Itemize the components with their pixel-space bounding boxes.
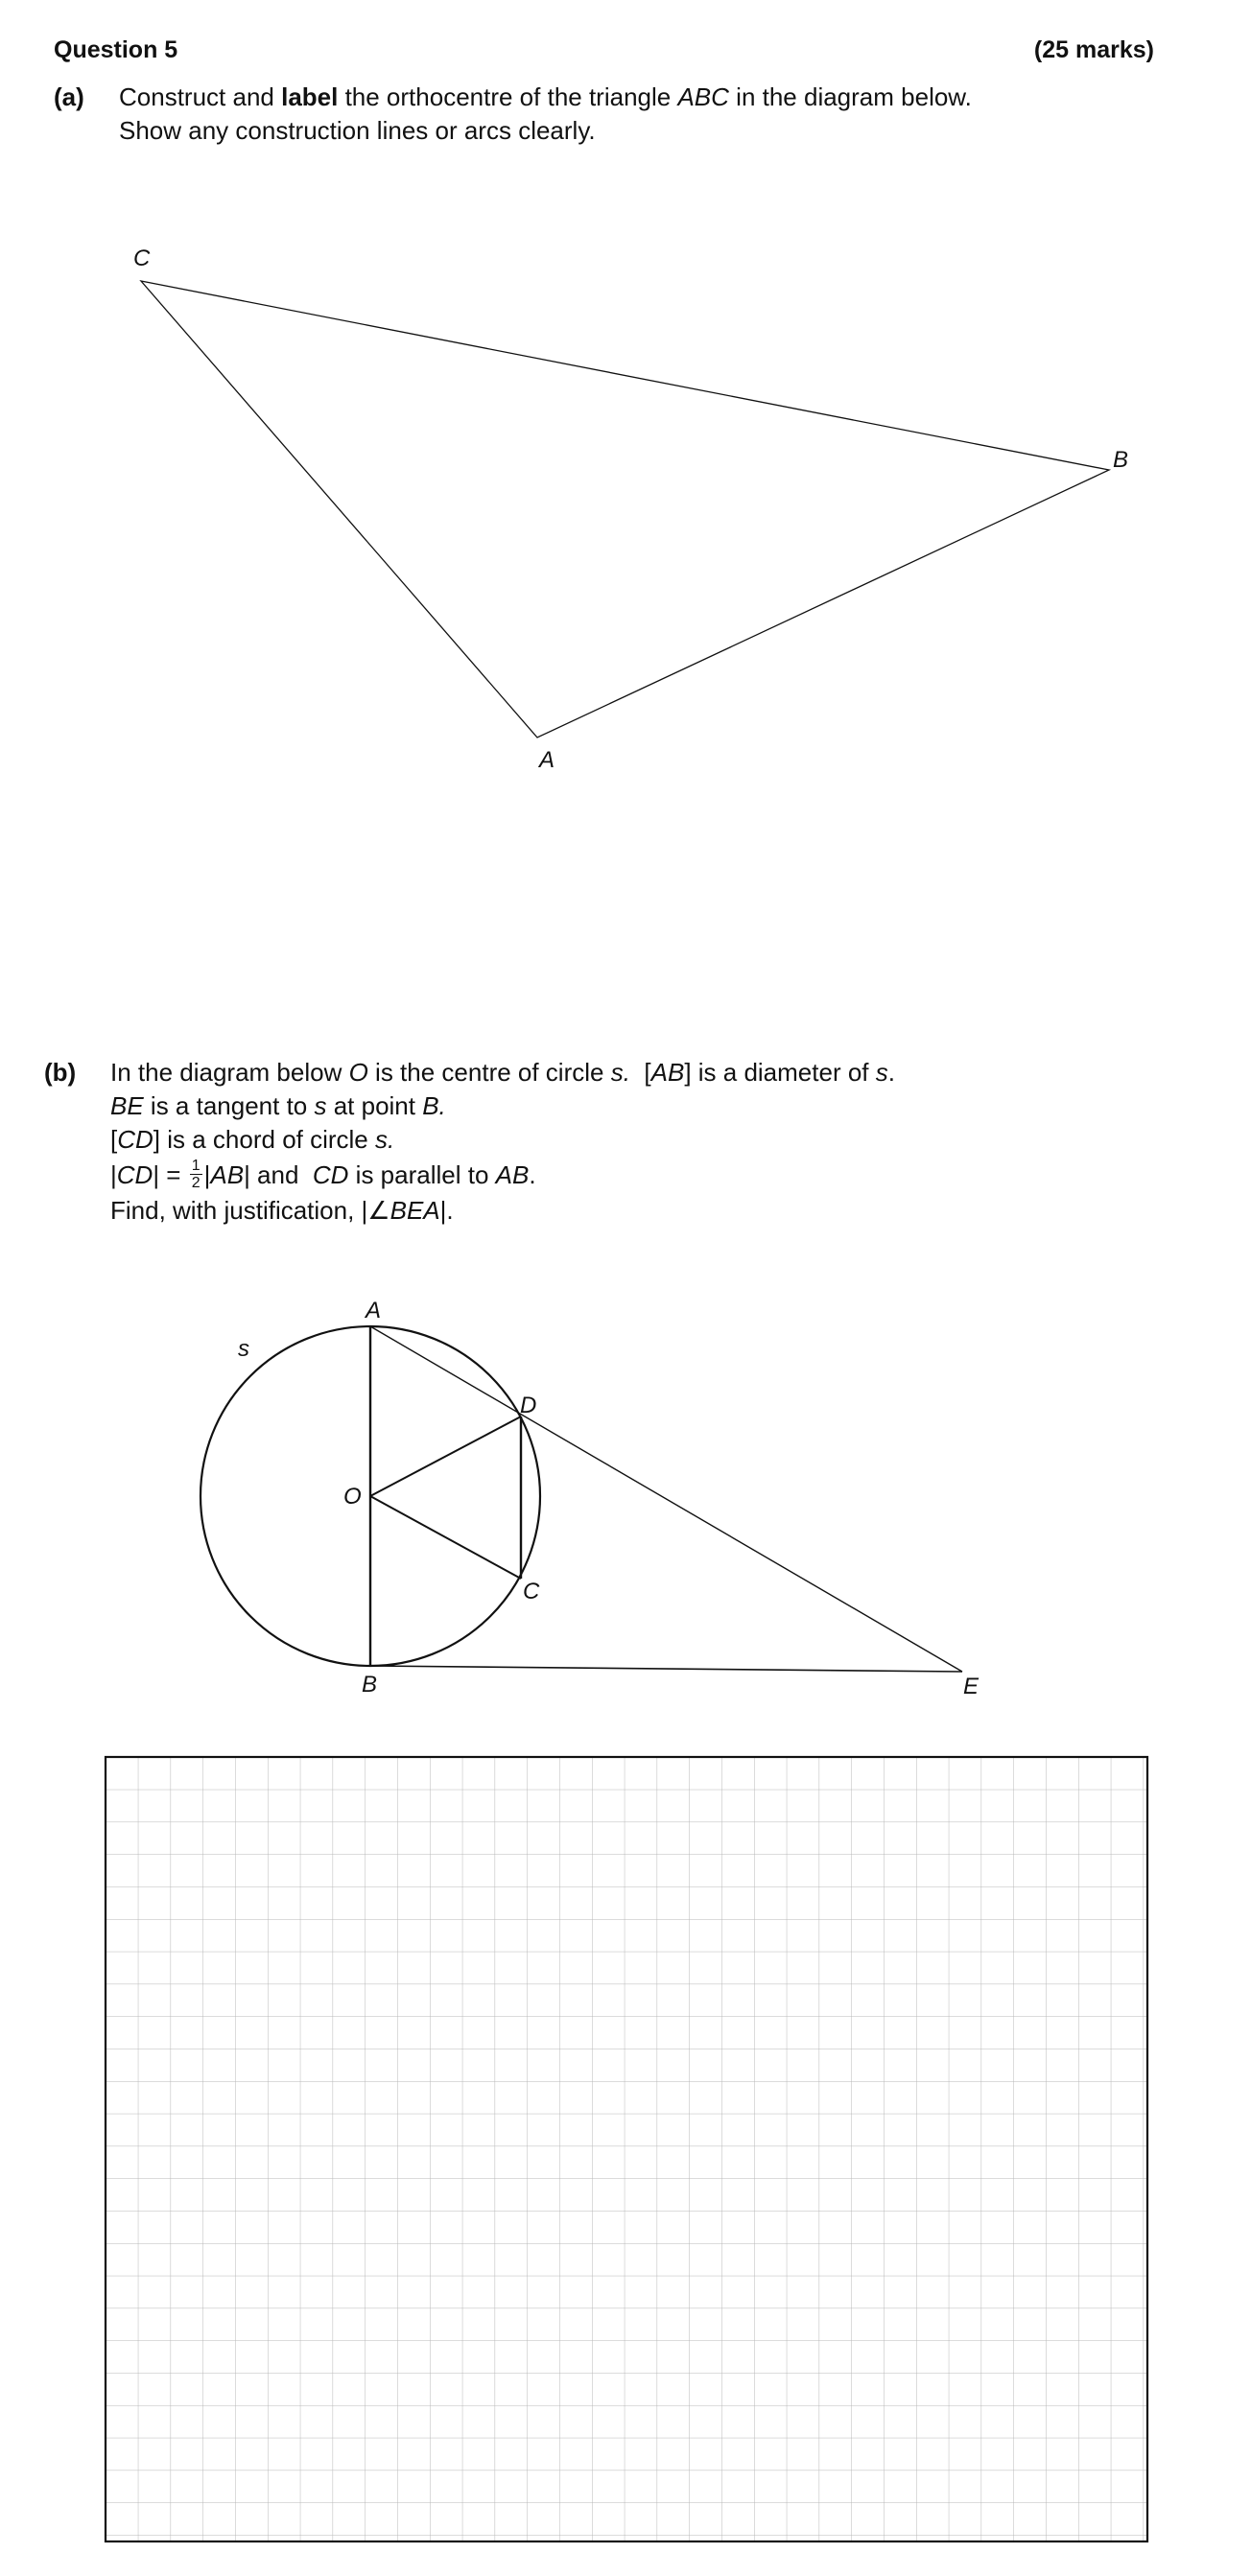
vertex-label-a: A bbox=[539, 747, 555, 773]
part-b-line-5: Find, with justification, |∠BEA|. bbox=[110, 1195, 454, 1225]
circle-label-s: s bbox=[238, 1336, 249, 1362]
circle-tangent-diagram bbox=[0, 1276, 1251, 1707]
part-b-text bbox=[110, 1056, 895, 1228]
part-b-label: (b) bbox=[44, 1058, 77, 1087]
question-marks: (25 marks) bbox=[1033, 36, 1154, 63]
part-a-label: (a) bbox=[54, 82, 84, 111]
triangle-abc-diagram bbox=[0, 230, 1251, 786]
answer-grid-lines bbox=[106, 1757, 1147, 2541]
part-a-text bbox=[119, 81, 972, 148]
part-b-line-1: In the diagram below O is the centre of circle s. [AB] is a diameter of s. bbox=[110, 1058, 895, 1087]
point-label-e: E bbox=[963, 1674, 980, 1699]
segment-oc bbox=[370, 1496, 521, 1579]
part-b-line-2: BE is a tangent to s at point B. bbox=[110, 1091, 446, 1120]
answer-grid[interactable] bbox=[104, 1755, 1149, 2543]
vertex-label-b: B bbox=[1113, 447, 1129, 473]
part-b-line-3: [CD] is a chord of circle s. bbox=[110, 1125, 395, 1154]
vertex-label-c: C bbox=[133, 246, 151, 271]
question-title: Question 5 bbox=[54, 36, 178, 63]
point-label-o: O bbox=[343, 1484, 362, 1510]
part-a-line-1: Construct and label the orthocentre of the triangle ABC in the diagram below. bbox=[119, 82, 972, 111]
point-label-d: D bbox=[520, 1393, 537, 1418]
part-a-line-2: Show any construction lines or arcs clearly. bbox=[119, 116, 596, 145]
point-label-b: B bbox=[362, 1672, 378, 1698]
segment-od bbox=[370, 1417, 521, 1496]
point-label-a: A bbox=[366, 1298, 382, 1323]
line-ae bbox=[370, 1326, 962, 1672]
tangent-be bbox=[370, 1666, 962, 1672]
one-half-fraction: $\frac{1}{2}$ bbox=[191, 1157, 201, 1191]
triangle-abc bbox=[141, 281, 1109, 738]
part-b-line-4: |CD| = $\frac{1}{2}$ |AB| and CD is parallel to AB. bbox=[110, 1157, 536, 1191]
point-label-c: C bbox=[523, 1579, 540, 1604]
